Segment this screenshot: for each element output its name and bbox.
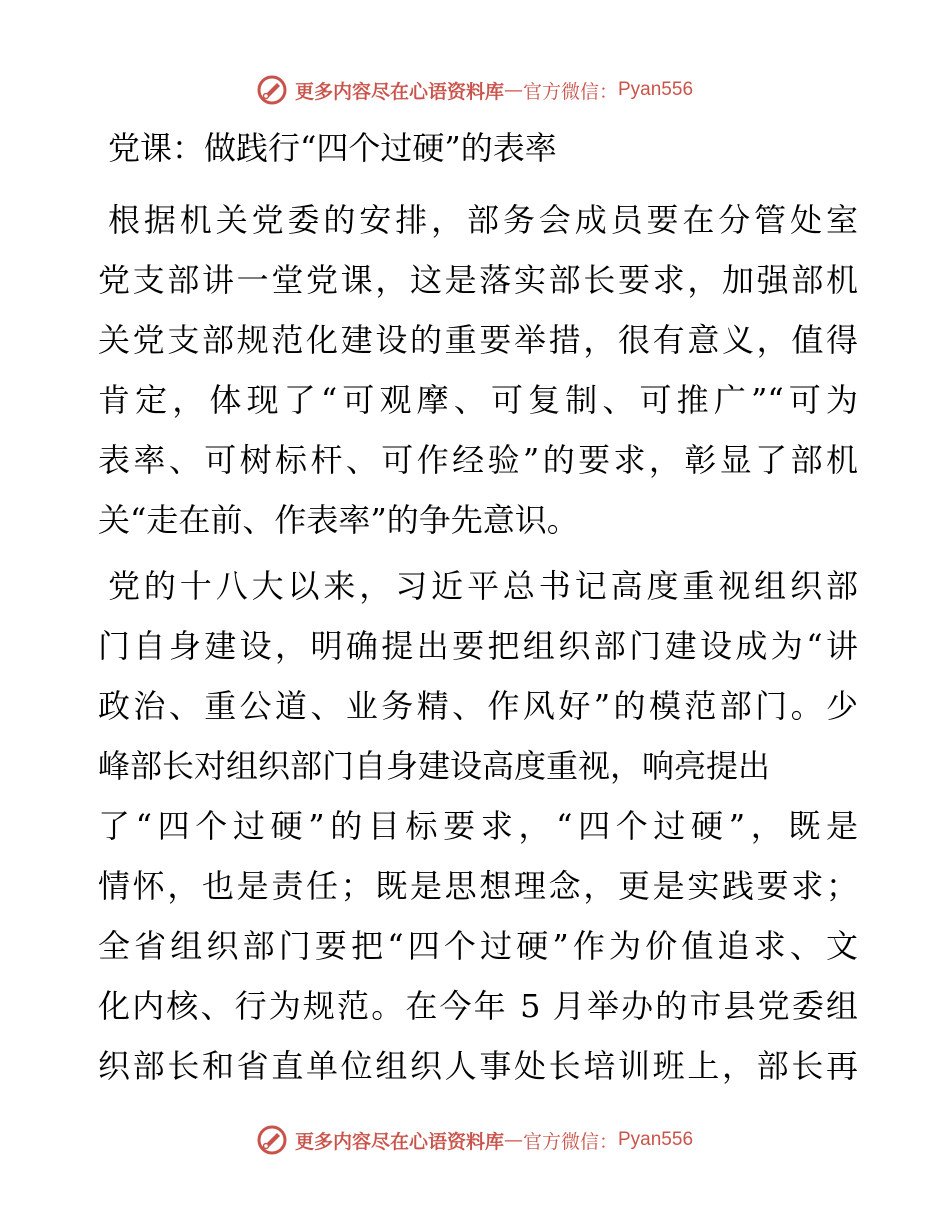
watermark-contact-id: Pyan556 xyxy=(618,79,694,100)
paragraph-line: 表率、可树标杆、可作经验”的要求，彰显了部机 xyxy=(98,441,858,479)
watermark-brand-text: 更多内容尽在心语资料库 xyxy=(294,80,504,103)
paragraph-line: 关党支部规范化建设的重要举措，很有意义，值得 xyxy=(98,321,858,359)
paragraph-line: 关“走在前、作表率”的争先意识。 xyxy=(98,501,579,539)
paragraph-1 xyxy=(98,190,858,550)
watermark-separator: — xyxy=(503,79,523,101)
footer-watermark xyxy=(0,1120,950,1160)
paragraph-line: 情怀，也是责任；既是思想理念，更是实践要求； xyxy=(98,867,858,905)
paragraph-line: 肯定，体现了“可观摩、可复制、可推广”“可为 xyxy=(98,381,858,419)
document-title: 党课：做践行“四个过硬”的表率 xyxy=(108,129,557,167)
watermark-contact-label: 官方微信： xyxy=(522,80,618,103)
brand-logo-icon xyxy=(257,75,287,105)
paragraph-line: 全省组织部门要把“四个过硬”作为价值追求、文 xyxy=(98,927,858,965)
paragraph-2 xyxy=(98,556,858,1096)
paragraph-line: 党支部讲一堂党课，这是落实部长要求，加强部机 xyxy=(98,261,858,299)
watermark-brand-text: 更多内容尽在心语资料库 xyxy=(294,1130,504,1153)
paragraph-line: 峰部长对组织部门自身建设高度重视，响亮提出 xyxy=(98,747,771,785)
paragraph-line: 门自身建设，明确提出要把组织部门建设成为“讲 xyxy=(98,627,858,665)
watermark-contact-id: Pyan556 xyxy=(618,1129,694,1150)
brand-logo-icon xyxy=(257,1125,287,1155)
watermark-separator: — xyxy=(503,1129,523,1151)
header-watermark xyxy=(0,70,950,110)
paragraph-line: 根据机关党委的安排，部务会成员要在分管处室 xyxy=(108,201,858,239)
watermark-contact-label: 官方微信： xyxy=(522,1130,618,1153)
paragraph-line: 化内核、行为规范。在今年 5 月举办的市县党委组 xyxy=(98,987,858,1025)
paragraph-line: 织部长和省直单位组织人事处长培训班上，部长再 xyxy=(98,1047,858,1085)
paragraph-line: 政治、重公道、业务精、作风好”的模范部门。少 xyxy=(98,687,858,725)
paragraph-line: 党的十八大以来，习近平总书记高度重视组织部 xyxy=(108,567,858,605)
paragraph-line: 了“四个过硬”的目标要求，“四个过硬”，既是 xyxy=(98,807,858,845)
